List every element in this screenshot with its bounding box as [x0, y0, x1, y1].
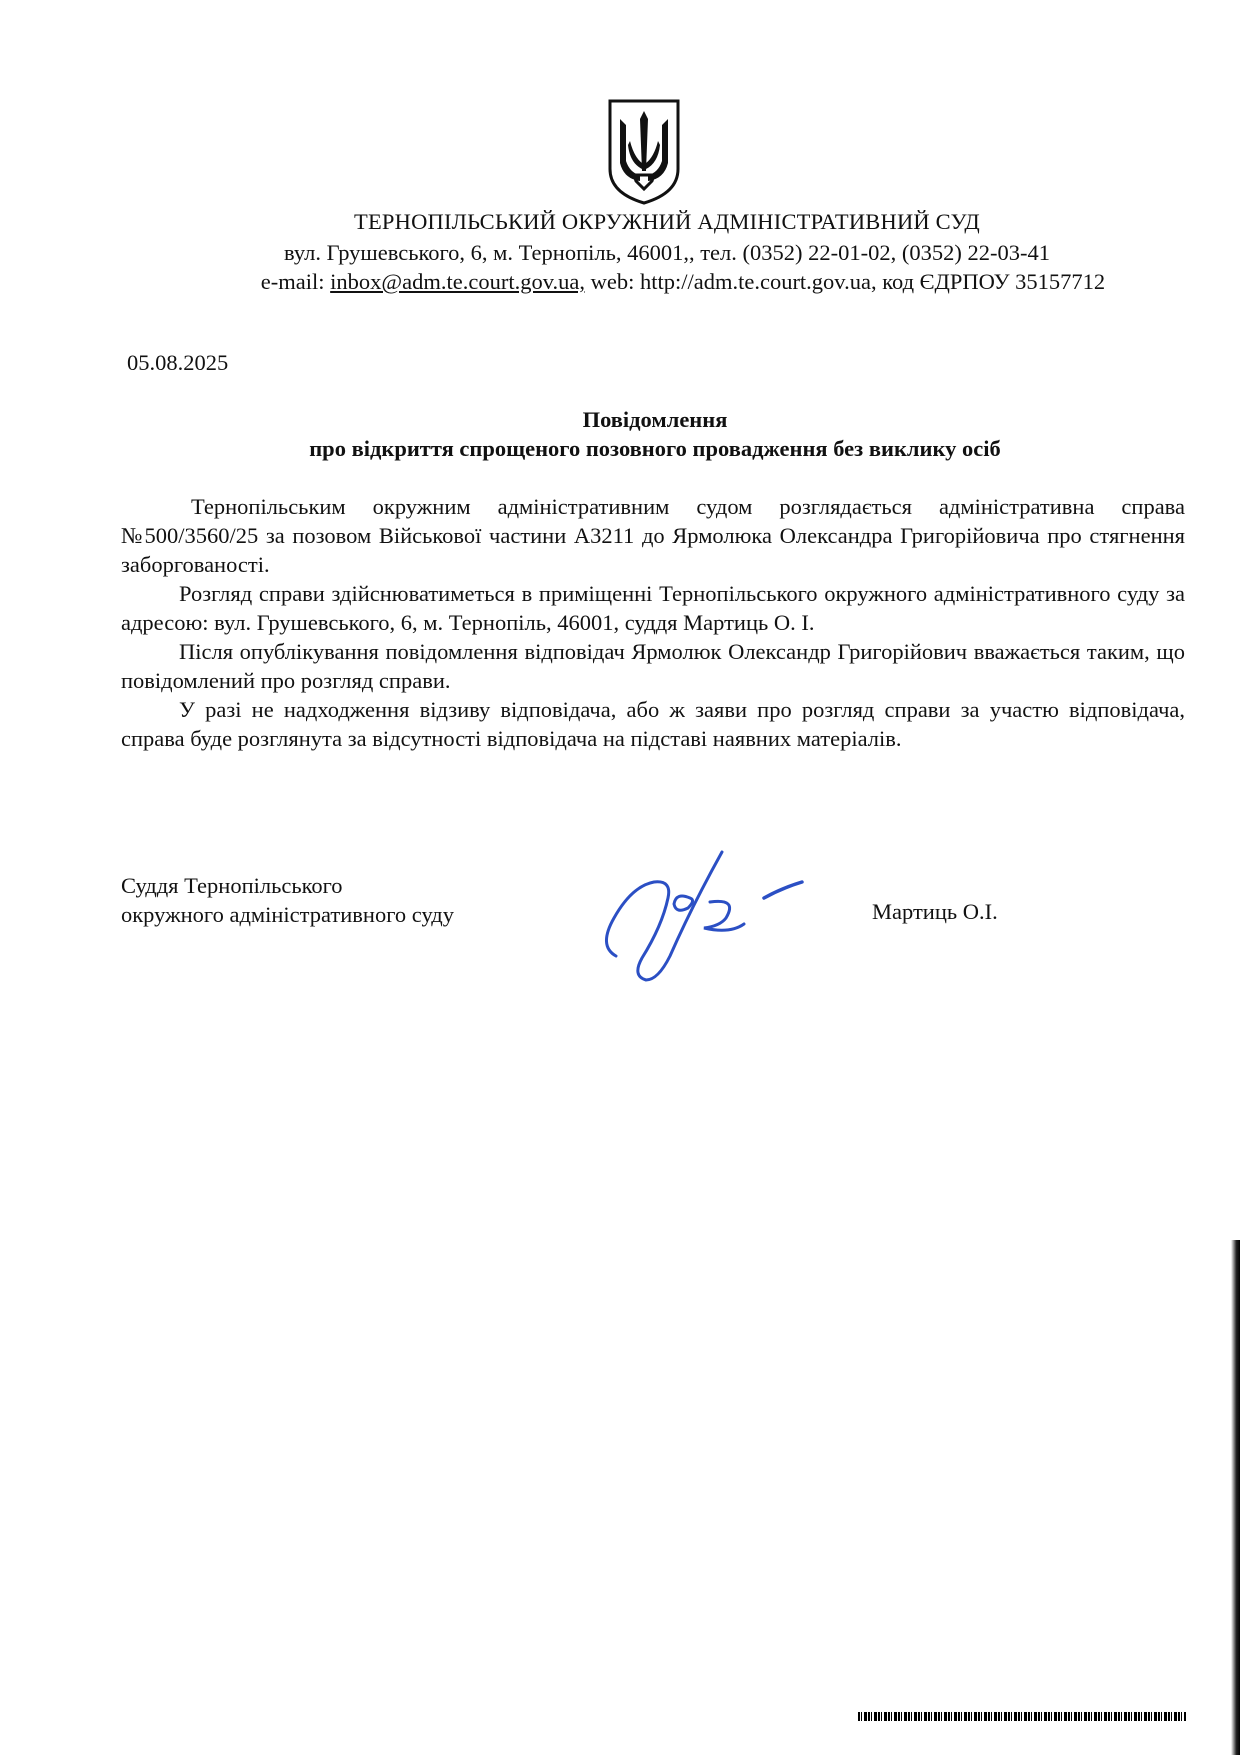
document-title: Повідомлення: [582, 407, 728, 432]
position-line-2: окружного адміністративного суду: [121, 902, 454, 927]
paragraph-notification: Після опублікування повідомлення відповідач Ярмолюк Олександр Григорійович вважається таким, що повідомлений про розгляд справи.: [121, 639, 1185, 693]
document-date: 05.08.2025: [127, 350, 229, 375]
email-link[interactable]: inbox@adm.te.court.gov.ua,: [330, 269, 585, 294]
court-contacts: [63, 268, 1240, 296]
scan-page-edge: [1231, 1240, 1240, 1755]
court-name: ТЕРНОПІЛЬСЬКИЙ ОКРУЖНИЙ АДМІНІСТРАТИВНИЙ СУД: [354, 209, 980, 234]
paragraph-case: Тернопільським окружним адміністративним судом розглядається адміністративна справа №500/3560/25 за позовом Військової частини А3211 до Ярмолюка Олександра Григорійовича про стягнення заборгованості.: [121, 494, 1185, 577]
notice-body: [121, 492, 1185, 753]
handwritten-signature: [592, 846, 822, 986]
email-label: e-mail:: [260, 269, 331, 294]
coat-of-arms-emblem: [606, 97, 682, 207]
paragraph-venue: Розгляд справи здійснюватиметься в приміщенні Тернопільського окружного адміністративного суду за адресою: вул. Грушевського, 6, м. Тернопіль, 46001, суддя Мартиць О. І.: [121, 581, 1185, 635]
court-address: вул. Грушевського, 6, м. Тернопіль, 46001,, тел. (0352) 22-01-02, (0352) 22-03-41: [284, 240, 1050, 265]
signatory-name: Мартиць О.І.: [872, 899, 998, 924]
web-and-code: web: http://adm.te.court.gov.ua, код ЄДРПОУ 35157712: [584, 269, 1106, 294]
document-barcode: [858, 1712, 1186, 1721]
signatory-position: [121, 871, 454, 929]
document-subtitle: про відкриття спрощеного позовного провадження без виклику осіб: [309, 436, 1001, 461]
position-line-1: Суддя Тернопільського: [121, 873, 343, 898]
paragraph-consequence: У разі не надходження відзиву відповідача, або ж заяви про розгляд справи за участю відповідача, справа буде розглянута за відсутності відповідача на підставі наявних матеріалів.: [121, 697, 1185, 751]
